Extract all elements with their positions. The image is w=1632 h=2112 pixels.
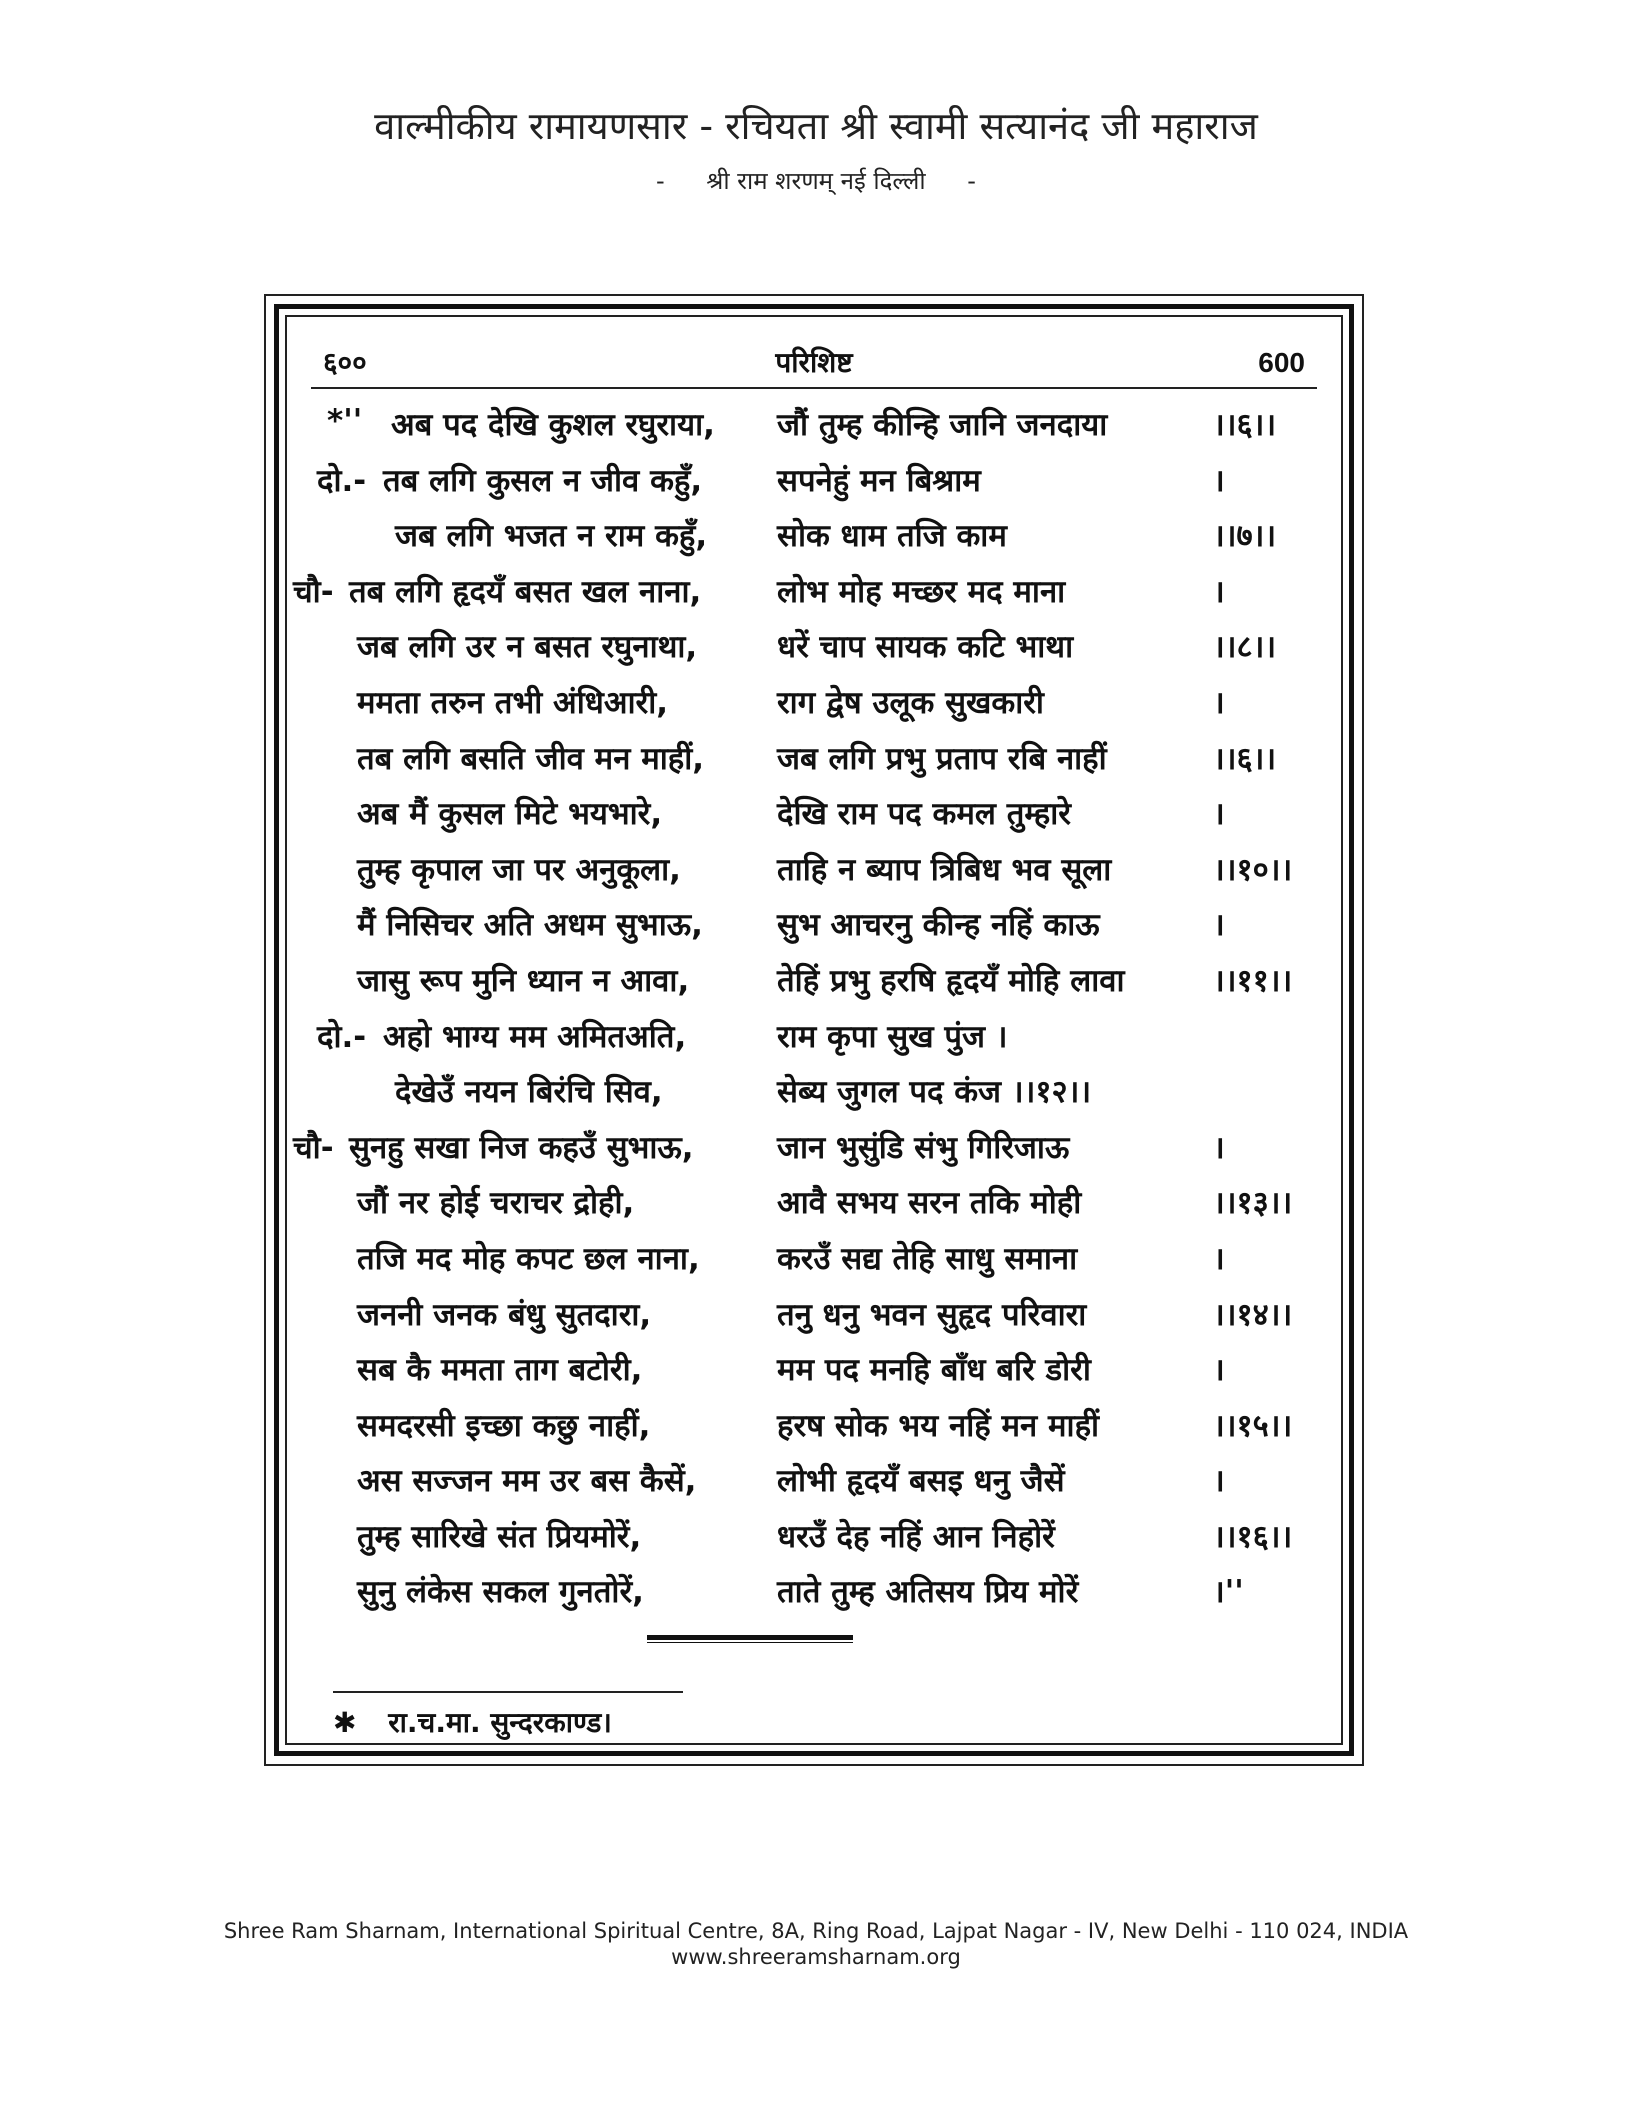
verse-number: । — [1213, 796, 1225, 833]
page-frame-inner-border — [285, 315, 1343, 1745]
verse-line — [287, 1007, 1341, 1063]
verse-line — [287, 1229, 1341, 1285]
verse-line — [287, 784, 1341, 840]
verse-first-half: जब लगि भजत न राम कहुँ, — [395, 518, 708, 555]
header-rule — [311, 387, 1317, 389]
verse-number: ।।१३।। — [1213, 1185, 1293, 1222]
verse-first-half: मैं निसिचर अति अधम सुभाऊ, — [357, 907, 703, 944]
verse-second-half: जौं तुम्ह कीन्हि जानि जनदाया — [777, 407, 1108, 443]
verse-first-half: तब लगि बसति जीव मन माहीं, — [357, 740, 705, 777]
verse-number: ।।११।। — [1213, 962, 1293, 999]
page-number-arabic: 600 — [1258, 347, 1305, 378]
footer-website: www.shreeramsharnam.org — [671, 1945, 961, 1970]
verse-second-half: सेब्य जुगल पद कंज ।।१२।। — [777, 1074, 1092, 1111]
verse-line — [287, 840, 1341, 896]
header-title: वाल्मीकीय रामायणसार - रचियता श्री स्वामी सत्यानंद जी महाराज — [374, 104, 1258, 148]
verse-prefix: चौ- — [293, 1129, 334, 1166]
verse-line — [287, 951, 1341, 1007]
verse-line — [287, 1173, 1341, 1229]
verse-number: ।।१५।। — [1213, 1407, 1293, 1444]
separator-rule — [647, 1635, 853, 1643]
verse-number: । — [1213, 907, 1225, 944]
verse-line — [287, 1451, 1341, 1507]
verse-second-half: सपनेहुं मन बिश्राम — [777, 462, 981, 499]
verse-prefix: *'' — [327, 403, 363, 439]
verse-line — [287, 451, 1341, 507]
subtitle-right-dash: - — [967, 167, 976, 195]
verse-first-half: तुम्ह सारिखे संत प्रियमोरें, — [357, 1518, 642, 1555]
verse-second-half: राग द्वेष उलूक सुखकारी — [777, 684, 1044, 721]
verse-second-half: धरें चाप सायक कटि भाथा — [777, 629, 1074, 666]
verse-second-half: सोक धाम तजि काम — [777, 518, 1007, 555]
verse-number: । — [1213, 1129, 1225, 1166]
verse-first-half: अब मैं कुसल मिटे भयभारे, — [357, 796, 663, 833]
verse-line — [287, 1118, 1341, 1174]
page-frame-thick-border — [274, 304, 1354, 1756]
verse-first-half: समदरसी इच्छा कछु नाहीं, — [357, 1407, 651, 1444]
verse-number: ।।८।। — [1213, 629, 1277, 666]
verse-second-half: लोभी हृदयँ बसइ धनु जैसें — [777, 1463, 1065, 1500]
verse-first-half: अस सज्जन मम उर बस कैसें, — [357, 1463, 697, 1500]
verse-number: । — [1213, 1463, 1225, 1500]
verse-first-half: जौं नर होई चराचर द्रोही, — [357, 1185, 635, 1222]
verse-first-half: जननी जनक बंधु सुतदारा, — [357, 1296, 652, 1333]
verse-second-half: तेहिं प्रभु हरषि हृदयँ मोहि लावा — [777, 962, 1125, 999]
verse-number: ।।१०।। — [1213, 851, 1293, 888]
verse-first-half: देखेउँ नयन बिरंचि सिव, — [395, 1074, 663, 1111]
verse-first-half: जासु रूप मुनि ध्यान न आवा, — [357, 962, 690, 999]
verse-line — [287, 506, 1341, 562]
verse-second-half: तनु धनु भवन सुहृद परिवारा — [777, 1296, 1087, 1333]
verse-second-half: देखि राम पद कमल तुम्हारे — [777, 796, 1071, 833]
verse-line — [287, 1062, 1341, 1118]
header-subtitle-row — [0, 164, 1632, 197]
verse-prefix: चौ- — [293, 573, 334, 610]
verse-second-half: ताहि न ब्याप त्रिबिध भव सूला — [777, 851, 1112, 888]
verse-line — [287, 895, 1341, 951]
footnote-star-icon: ✱ — [333, 1706, 357, 1739]
verse-number: । — [1213, 684, 1225, 721]
verse-line — [287, 562, 1341, 618]
footnote-text: रा.च.मा. सुन्दरकाण्ड। — [388, 1706, 612, 1739]
verse-second-half: सुभ आचरनु कीन्ह नहिं काऊ — [777, 907, 1100, 944]
verse-first-half: तब लगि हृदयँ बसत खल नाना, — [349, 573, 702, 610]
verse-first-half: सुनहु सखा निज कहउँ सुभाऊ, — [349, 1129, 694, 1166]
subtitle-left-dash: - — [656, 167, 665, 195]
verse-line — [287, 617, 1341, 673]
verse-second-half: आवै सभय सरन तकि मोही — [777, 1185, 1082, 1222]
verse-first-half: तजि मद मोह कपट छल नाना, — [357, 1240, 700, 1277]
verse-prefix: दो.- — [317, 462, 367, 499]
verse-first-half: जब लगि उर न बसत रघुनाथा, — [357, 629, 698, 666]
verse-number: । — [1213, 1352, 1225, 1389]
verse-line — [287, 1396, 1341, 1452]
verse-prefix: दो.- — [317, 1018, 367, 1055]
verse-first-half: तब लगि कुसल न जीव कहुँ, — [383, 462, 703, 499]
verse-second-half: जान भुसुंडि संभु गिरिजाऊ — [777, 1129, 1070, 1166]
header-subtitle: श्री राम शरणम् नई दिल्ली — [706, 167, 926, 195]
verse-number: ।।१६।। — [1213, 1518, 1293, 1555]
verse-block — [287, 395, 1341, 1618]
verse-first-half: सब कै ममता ताग बटोरी, — [357, 1352, 643, 1389]
verse-second-half: करउँ सद्य तेहि साधु समाना — [777, 1240, 1078, 1277]
verse-number: । — [1213, 1240, 1225, 1277]
footnote — [333, 1703, 612, 1741]
page-head — [323, 339, 1305, 383]
page-frame — [264, 294, 1364, 1766]
verse-number: ।।७।। — [1213, 518, 1277, 555]
verse-line — [287, 395, 1341, 451]
verse-second-half: राम कृपा सुख पुंज । — [777, 1018, 1008, 1055]
verse-number: ।।१४।। — [1213, 1296, 1293, 1333]
verse-first-half: तुम्ह कृपाल जा पर अनुकूला, — [357, 851, 681, 888]
verse-line — [287, 729, 1341, 785]
verse-number: ।'' — [1213, 1574, 1244, 1611]
verse-second-half: हरष सोक भय नहिं मन माहीं — [777, 1407, 1100, 1444]
verse-line — [287, 1507, 1341, 1563]
page-number-devanagari: ६०० — [323, 346, 367, 379]
verse-second-half: लोभ मोह मच्छर मद माना — [777, 573, 1066, 610]
verse-second-half: मम पद मनहि बाँध बरि डोरी — [777, 1352, 1091, 1389]
page-footer — [0, 1918, 1632, 1971]
verse-line — [287, 673, 1341, 729]
verse-second-half: धरउँ देह नहिं आन निहोरें — [777, 1518, 1055, 1555]
verse-second-half: जब लगि प्रभु प्रताप रबि नाहीं — [777, 740, 1107, 777]
section-title: परिशिष्ट — [775, 346, 853, 379]
footnote-rule — [333, 1691, 683, 1693]
verse-number: ।।६।। — [1213, 407, 1277, 443]
verse-first-half: अब पद देखि कुशल रघुराया, — [391, 407, 715, 443]
verse-second-half: ताते तुम्ह अतिसय प्रिय मोरें — [777, 1574, 1079, 1611]
verse-line — [287, 1340, 1341, 1396]
verse-first-half: सुनु लंकेस सकल गुनतोरें, — [357, 1574, 644, 1611]
verse-first-half: ममता तरुन तभी अंधिआरी, — [357, 684, 669, 721]
verse-number: ।।६।। — [1213, 740, 1277, 777]
verse-line — [287, 1285, 1341, 1341]
verse-number: । — [1213, 573, 1225, 610]
verse-first-half: अहो भाग्य मम अमितअति, — [383, 1018, 687, 1055]
verse-line — [287, 1562, 1341, 1618]
verse-number: । — [1213, 462, 1225, 499]
footer-address: Shree Ram Sharnam, International Spiritual Centre, 8A, Ring Road, Lajpat Nagar - IV, New Delhi - 110 024, INDIA — [223, 1919, 1409, 1943]
